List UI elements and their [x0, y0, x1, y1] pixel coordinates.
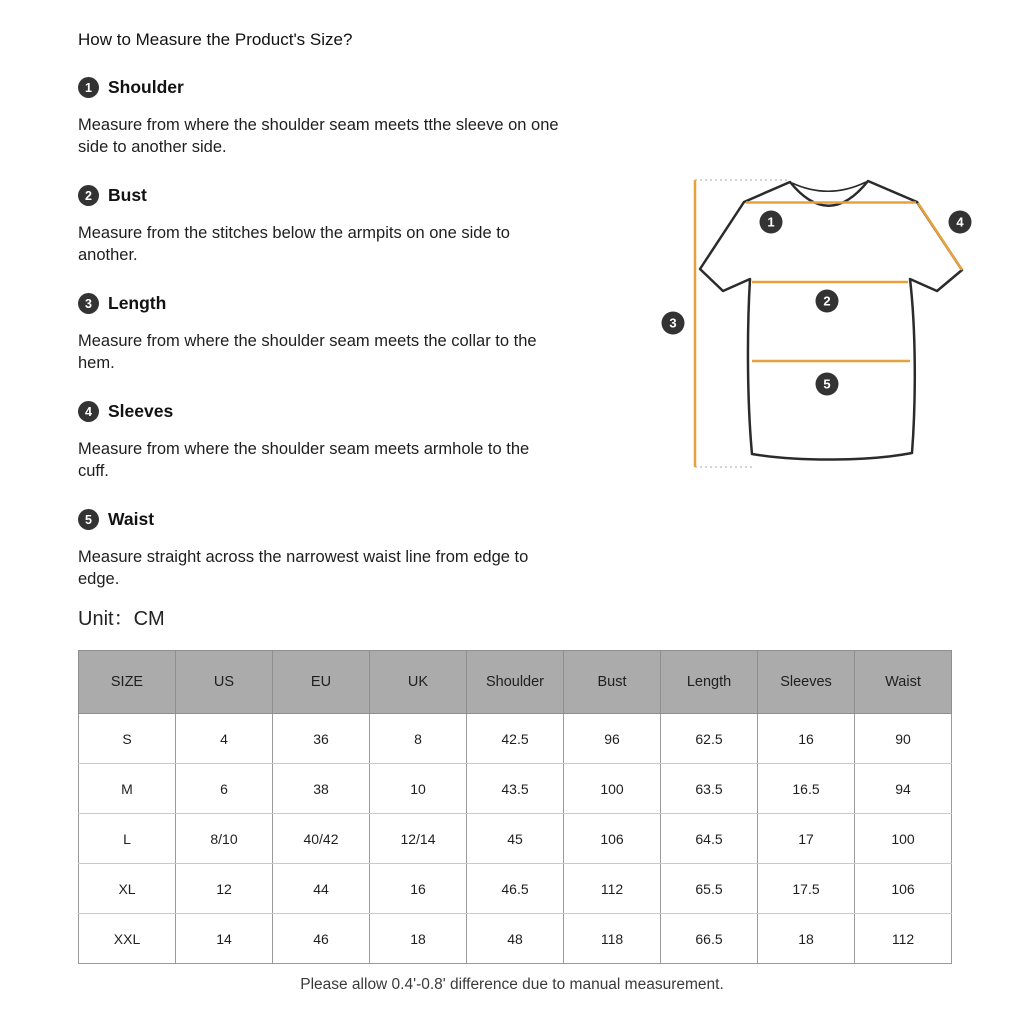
size-cell: 12/14	[370, 814, 467, 864]
size-cell: 96	[564, 714, 661, 764]
column-header: EU	[273, 651, 370, 714]
size-cell: 43.5	[467, 764, 564, 814]
section-heading-shoulder	[78, 76, 626, 99]
collar-inner-line	[792, 182, 866, 191]
diagram-badge-1	[760, 211, 783, 234]
size-cell: 6	[176, 764, 273, 814]
size-cell: M	[79, 764, 176, 814]
number-badge-5: 5	[78, 509, 99, 530]
size-cell: 90	[855, 714, 952, 764]
column-header: Bust	[564, 651, 661, 714]
section-label: Waist	[108, 509, 155, 529]
number-badge-4: 4	[78, 401, 99, 422]
section-desc-sleeves	[78, 438, 626, 482]
page-title: How to Measure the Product's Size?	[78, 30, 353, 49]
section-desc-waist	[78, 546, 626, 590]
table-row	[79, 864, 952, 914]
size-cell: 100	[855, 814, 952, 864]
size-cell: 4	[176, 714, 273, 764]
column-header: Length	[661, 651, 758, 714]
size-cell: 118	[564, 914, 661, 964]
size-cell: 16	[758, 714, 855, 764]
size-table	[78, 650, 952, 964]
tshirt-measurement-diagram	[650, 160, 1024, 490]
column-header: US	[176, 651, 273, 714]
number-badge-2: 2	[78, 185, 99, 206]
diagram-badge-4	[949, 211, 972, 234]
size-cell: 12	[176, 864, 273, 914]
size-cell: XL	[79, 864, 176, 914]
size-cell: XXL	[79, 914, 176, 964]
desc-line: edge.	[78, 570, 120, 588]
section-label: Sleeves	[108, 401, 174, 421]
size-cell: 62.5	[661, 714, 758, 764]
size-cell: L	[79, 814, 176, 864]
size-cell: S	[79, 714, 176, 764]
desc-line: Measure from where the shoulder seam meets armhole to the	[78, 440, 530, 458]
size-cell: 17.5	[758, 864, 855, 914]
instructions-column	[78, 30, 626, 630]
size-cell: 18	[758, 914, 855, 964]
section-label: Shoulder	[108, 77, 184, 97]
desc-line: side to another side.	[78, 138, 227, 156]
shirt-outline	[700, 181, 962, 460]
size-cell: 8/10	[176, 814, 273, 864]
size-cell: 65.5	[661, 864, 758, 914]
badge-number: 2	[823, 293, 831, 309]
size-table-body	[79, 714, 952, 964]
badge-number: 1	[767, 214, 775, 230]
size-cell: 44	[273, 864, 370, 914]
section-heading-sleeves	[78, 400, 626, 423]
badge-number: 5	[823, 376, 831, 392]
badge-number: 3	[669, 315, 677, 331]
size-cell: 18	[370, 914, 467, 964]
size-cell: 16.5	[758, 764, 855, 814]
size-cell: 112	[855, 914, 952, 964]
size-cell: 42.5	[467, 714, 564, 764]
desc-line: cuff.	[78, 462, 109, 480]
unit-label: Unit：CM	[78, 608, 165, 630]
column-header: Shoulder	[467, 651, 564, 714]
size-cell: 106	[564, 814, 661, 864]
size-cell: 17	[758, 814, 855, 864]
desc-line: Measure from where the shoulder seam meets the collar to the	[78, 332, 537, 350]
section-desc-shoulder	[78, 114, 626, 158]
size-cell: 46	[273, 914, 370, 964]
size-cell: 46.5	[467, 864, 564, 914]
diagram-badge-2	[816, 290, 839, 313]
size-cell: 64.5	[661, 814, 758, 864]
desc-line: Measure from the stitches below the armpits on one side to	[78, 224, 510, 242]
section-desc-bust	[78, 222, 626, 266]
table-row	[79, 764, 952, 814]
table-row	[79, 914, 952, 964]
number-badge-3: 3	[78, 293, 99, 314]
section-label: Length	[108, 293, 167, 313]
number-badge-1: 1	[78, 77, 99, 98]
table-row	[79, 814, 952, 864]
size-cell: 48	[467, 914, 564, 964]
size-cell: 36	[273, 714, 370, 764]
section-desc-length	[78, 330, 626, 374]
size-cell: 45	[467, 814, 564, 864]
section-heading-bust	[78, 184, 626, 207]
size-cell: 40/42	[273, 814, 370, 864]
section-label: Bust	[108, 185, 147, 205]
column-header: Sleeves	[758, 651, 855, 714]
desc-line: another.	[78, 246, 138, 264]
section-heading-length	[78, 292, 626, 315]
desc-line: Measure from where the shoulder seam meets tthe sleeve on one	[78, 116, 559, 134]
measurement-disclaimer: Please allow 0.4'-0.8' difference due to manual measurement.	[300, 976, 724, 993]
desc-line: Measure straight across the narrowest waist line from edge to	[78, 548, 529, 566]
table-row	[79, 714, 952, 764]
column-header: SIZE	[79, 651, 176, 714]
desc-line: hem.	[78, 354, 115, 372]
size-cell: 63.5	[661, 764, 758, 814]
size-table-header-row	[79, 651, 952, 714]
size-cell: 66.5	[661, 914, 758, 964]
diagram-badge-3	[662, 312, 685, 335]
size-cell: 10	[370, 764, 467, 814]
column-header: Waist	[855, 651, 952, 714]
size-cell: 16	[370, 864, 467, 914]
size-cell: 14	[176, 914, 273, 964]
size-cell: 112	[564, 864, 661, 914]
badge-number: 4	[956, 214, 964, 230]
size-cell: 94	[855, 764, 952, 814]
size-cell: 38	[273, 764, 370, 814]
size-cell: 106	[855, 864, 952, 914]
section-heading-waist	[78, 508, 626, 531]
size-cell: 8	[370, 714, 467, 764]
size-cell: 100	[564, 764, 661, 814]
diagram-badge-5	[816, 373, 839, 396]
column-header: UK	[370, 651, 467, 714]
